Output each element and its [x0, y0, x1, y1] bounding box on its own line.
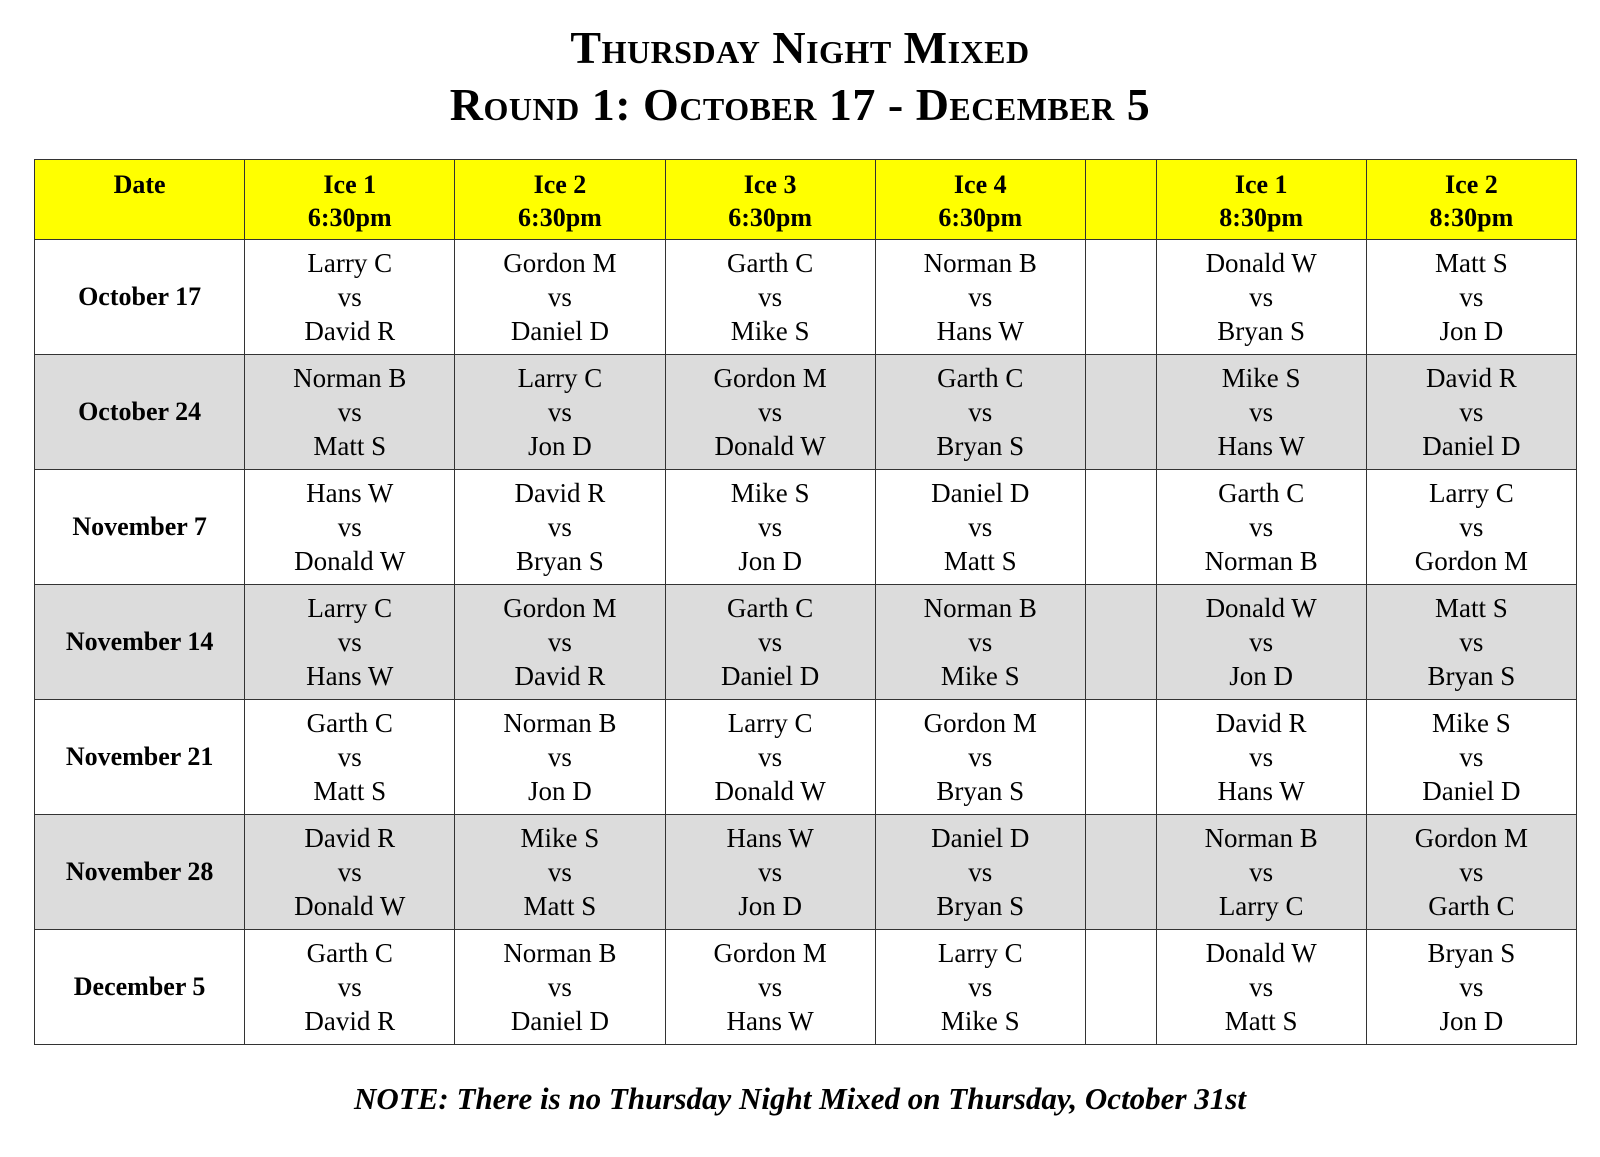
- matchup-cell: [245, 240, 455, 355]
- header-ice-label: Ice 3: [743, 170, 797, 199]
- header-ice-label: Ice 1: [323, 170, 377, 199]
- vs-label: vs: [1459, 397, 1484, 427]
- matchup-cell: [1366, 470, 1576, 585]
- row-date: October 17: [35, 240, 245, 355]
- team-a: Norman B: [293, 363, 407, 393]
- team-b: Hans W: [1217, 431, 1305, 461]
- vs-label: vs: [1249, 742, 1274, 772]
- team-a: Larry C: [727, 708, 813, 738]
- schedule-body: [35, 240, 1577, 1045]
- team-a: Larry C: [1429, 478, 1514, 508]
- team-a: Norman B: [503, 708, 617, 738]
- vs-label: vs: [968, 627, 993, 657]
- team-b: David R: [304, 316, 396, 346]
- vs-label: vs: [758, 627, 783, 657]
- vs-label: vs: [758, 512, 783, 542]
- vs-label: vs: [968, 857, 993, 887]
- matchup-cell: [455, 355, 665, 470]
- matchup-cell: [875, 585, 1085, 700]
- header-ice-label: Ice 1: [1234, 170, 1288, 199]
- team-a: Donald W: [1205, 248, 1317, 278]
- header-time-label: 6:30pm: [518, 203, 602, 232]
- team-b: Garth C: [1428, 891, 1515, 921]
- vs-label: vs: [1249, 397, 1274, 427]
- spacer-cell: [1085, 700, 1156, 815]
- team-a: David R: [1426, 363, 1517, 393]
- vs-label: vs: [337, 397, 362, 427]
- row-date: November 14: [35, 585, 245, 700]
- team-a: Garth C: [306, 938, 393, 968]
- team-a: Gordon M: [503, 248, 617, 278]
- vs-label: vs: [547, 972, 572, 1002]
- vs-label: vs: [758, 857, 783, 887]
- team-b: Daniel D: [1422, 776, 1521, 806]
- matchup-cell: [1366, 240, 1576, 355]
- matchup-cell: [245, 470, 455, 585]
- team-a: Garth C: [726, 248, 814, 278]
- schedule-row: [35, 815, 1577, 930]
- matchup-cell: [875, 240, 1085, 355]
- vs-label: vs: [1459, 282, 1484, 312]
- matchup-cell: [1156, 470, 1366, 585]
- matchup-cell: [245, 355, 455, 470]
- team-a: Garth C: [1218, 478, 1305, 508]
- team-b: Bryan S: [936, 891, 1025, 921]
- matchup-cell: [875, 930, 1085, 1045]
- vs-label: vs: [547, 742, 572, 772]
- team-b: Gordon M: [1414, 546, 1528, 576]
- vs-label: vs: [337, 857, 362, 887]
- team-a: David R: [304, 823, 396, 853]
- row-date: October 24: [35, 355, 245, 470]
- team-b: Hans W: [1217, 776, 1305, 806]
- header-time-label: 6:30pm: [728, 203, 812, 232]
- header-ice-4-early: [875, 160, 1085, 240]
- team-b: Matt S: [1224, 1006, 1298, 1036]
- team-b: David R: [514, 661, 606, 691]
- vs-label: vs: [547, 397, 572, 427]
- header-ice-2-late: [1366, 160, 1576, 240]
- matchup-cell: [1366, 815, 1576, 930]
- team-b: Bryan S: [1217, 316, 1306, 346]
- team-b: Matt S: [523, 891, 597, 921]
- team-b: Donald W: [714, 431, 826, 461]
- vs-label: vs: [1459, 742, 1484, 772]
- team-a: Mike S: [520, 823, 600, 853]
- team-b: Hans W: [936, 316, 1024, 346]
- matchup-cell: [1366, 355, 1576, 470]
- team-b: Matt S: [943, 546, 1017, 576]
- spacer-cell: [1085, 355, 1156, 470]
- vs-label: vs: [1459, 512, 1484, 542]
- matchup-cell: [665, 240, 875, 355]
- matchup-cell: [455, 470, 665, 585]
- schedule-note: NOTE: There is no Thursday Night Mixed on Thursday, October 31st: [354, 1081, 1246, 1116]
- header-ice-label: Ice 2: [1445, 170, 1498, 199]
- team-b: Jon D: [1439, 1006, 1504, 1036]
- team-b: Jon D: [1229, 661, 1294, 691]
- matchup-cell: [665, 355, 875, 470]
- matchup-cell: [1156, 930, 1366, 1045]
- team-b: Mike S: [730, 316, 810, 346]
- team-a: Gordon M: [923, 708, 1037, 738]
- header-ice-label: Ice 2: [533, 170, 587, 199]
- team-a: Gordon M: [1414, 823, 1528, 853]
- team-b: Jon D: [528, 776, 592, 806]
- team-b: Jon D: [528, 431, 592, 461]
- header-spacer: [1085, 160, 1156, 240]
- team-a: Matt S: [1435, 593, 1508, 623]
- vs-label: vs: [337, 282, 362, 312]
- team-a: Gordon M: [713, 363, 827, 393]
- vs-label: vs: [968, 742, 993, 772]
- team-b: Matt S: [313, 776, 387, 806]
- vs-label: vs: [337, 512, 362, 542]
- team-b: Matt S: [313, 431, 387, 461]
- spacer-cell: [1085, 585, 1156, 700]
- matchup-cell: [455, 815, 665, 930]
- team-b: Hans W: [726, 1006, 814, 1036]
- matchup-cell: [665, 815, 875, 930]
- row-date: November 21: [35, 700, 245, 815]
- vs-label: vs: [758, 742, 783, 772]
- row-date: November 7: [35, 470, 245, 585]
- team-a: Garth C: [726, 593, 814, 623]
- vs-label: vs: [758, 972, 783, 1002]
- matchup-cell: [1366, 585, 1576, 700]
- matchup-cell: [665, 930, 875, 1045]
- matchup-cell: [245, 930, 455, 1045]
- team-a: Larry C: [307, 593, 393, 623]
- team-b: Larry C: [1218, 891, 1304, 921]
- vs-label: vs: [337, 627, 362, 657]
- vs-label: vs: [547, 857, 572, 887]
- matchup-cell: [875, 700, 1085, 815]
- header-date: [35, 160, 245, 240]
- vs-label: vs: [547, 282, 572, 312]
- vs-label: vs: [547, 627, 572, 657]
- team-b: Mike S: [940, 1006, 1020, 1036]
- team-a: Daniel D: [931, 823, 1030, 853]
- team-b: Bryan S: [1427, 661, 1516, 691]
- team-b: Daniel D: [1422, 431, 1521, 461]
- vs-label: vs: [1249, 282, 1274, 312]
- vs-label: vs: [1459, 857, 1484, 887]
- team-a: Garth C: [306, 708, 393, 738]
- matchup-cell: [1366, 700, 1576, 815]
- header-ice-label: Ice 4: [953, 170, 1007, 199]
- vs-label: vs: [968, 972, 993, 1002]
- team-a: David R: [514, 478, 606, 508]
- schedule-table: [34, 159, 1577, 1045]
- matchup-cell: [245, 585, 455, 700]
- header-ice-2-early: [455, 160, 665, 240]
- spacer-cell: [1085, 240, 1156, 355]
- team-a: Matt S: [1435, 248, 1508, 278]
- team-a: Mike S: [730, 478, 810, 508]
- matchup-cell: [665, 585, 875, 700]
- matchup-cell: [1156, 585, 1366, 700]
- team-a: Bryan S: [1427, 938, 1516, 968]
- team-b: Donald W: [714, 776, 826, 806]
- vs-label: vs: [1249, 627, 1274, 657]
- vs-label: vs: [1249, 972, 1274, 1002]
- matchup-cell: [1156, 355, 1366, 470]
- matchup-cell: [1156, 700, 1366, 815]
- team-a: Larry C: [937, 938, 1023, 968]
- matchup-cell: [1156, 240, 1366, 355]
- schedule-title: Thursday Night Mixed: [570, 22, 1030, 73]
- team-a: Larry C: [307, 248, 393, 278]
- schedule-row: [35, 240, 1577, 355]
- header-time-label: 6:30pm: [307, 203, 392, 232]
- team-a: Donald W: [1205, 593, 1317, 623]
- row-date: November 28: [35, 815, 245, 930]
- row-date: December 5: [35, 930, 245, 1045]
- team-b: Daniel D: [510, 1006, 610, 1036]
- team-a: Daniel D: [931, 478, 1030, 508]
- vs-label: vs: [968, 512, 993, 542]
- matchup-cell: [455, 585, 665, 700]
- team-b: Bryan S: [936, 776, 1025, 806]
- team-b: Bryan S: [516, 546, 604, 576]
- matchup-cell: [455, 930, 665, 1045]
- schedule-row: [35, 355, 1577, 470]
- team-a: Norman B: [923, 593, 1037, 623]
- header-date-label: Date: [113, 170, 166, 199]
- matchup-cell: [245, 815, 455, 930]
- schedule-row: [35, 470, 1577, 585]
- header-row: [35, 160, 1577, 240]
- schedule-row: [35, 930, 1577, 1045]
- vs-label: vs: [547, 512, 572, 542]
- team-a: Donald W: [1205, 938, 1317, 968]
- schedule-row: [35, 585, 1577, 700]
- matchup-cell: [1366, 930, 1576, 1045]
- team-a: Hans W: [306, 478, 394, 508]
- matchup-cell: [665, 700, 875, 815]
- team-a: Larry C: [517, 363, 603, 393]
- team-a: Mike S: [1432, 708, 1511, 738]
- spacer-cell: [1085, 815, 1156, 930]
- vs-label: vs: [337, 742, 362, 772]
- team-a: Norman B: [503, 938, 617, 968]
- team-b: David R: [304, 1006, 396, 1036]
- spacer-cell: [1085, 470, 1156, 585]
- team-a: Norman B: [1204, 823, 1318, 853]
- team-b: Jon D: [738, 891, 802, 921]
- vs-label: vs: [758, 397, 783, 427]
- vs-label: vs: [968, 282, 993, 312]
- vs-label: vs: [1249, 857, 1274, 887]
- matchup-cell: [875, 355, 1085, 470]
- team-a: Mike S: [1221, 363, 1301, 393]
- matchup-cell: [245, 700, 455, 815]
- team-b: Norman B: [1204, 546, 1318, 576]
- team-a: David R: [1215, 708, 1307, 738]
- header-time-label: 6:30pm: [938, 203, 1023, 232]
- matchup-cell: [1156, 815, 1366, 930]
- team-b: Daniel D: [510, 316, 610, 346]
- spacer-cell: [1085, 930, 1156, 1045]
- vs-label: vs: [1459, 627, 1484, 657]
- schedule-subtitle: Round 1: October 17 - December 5: [449, 79, 1151, 130]
- team-b: Mike S: [940, 661, 1020, 691]
- team-a: Norman B: [923, 248, 1037, 278]
- team-b: Donald W: [294, 891, 406, 921]
- matchup-cell: [455, 700, 665, 815]
- vs-label: vs: [758, 282, 783, 312]
- matchup-cell: [665, 470, 875, 585]
- team-a: Gordon M: [503, 593, 617, 623]
- header-ice-1-early: [245, 160, 455, 240]
- team-b: Jon D: [1439, 316, 1504, 346]
- schedule-row: [35, 700, 1577, 815]
- team-b: Jon D: [738, 546, 802, 576]
- team-a: Gordon M: [713, 938, 827, 968]
- header-time-label: 8:30pm: [1219, 203, 1304, 232]
- vs-label: vs: [337, 972, 362, 1002]
- team-b: Hans W: [306, 661, 394, 691]
- header-ice-1-late: [1156, 160, 1366, 240]
- matchup-cell: [455, 240, 665, 355]
- matchup-cell: [875, 815, 1085, 930]
- header-ice-3-early: [665, 160, 875, 240]
- vs-label: vs: [1249, 512, 1274, 542]
- team-b: Bryan S: [936, 431, 1025, 461]
- team-b: Donald W: [294, 546, 406, 576]
- matchup-cell: [875, 470, 1085, 585]
- vs-label: vs: [1459, 972, 1484, 1002]
- vs-label: vs: [968, 397, 993, 427]
- team-a: Garth C: [937, 363, 1024, 393]
- team-b: Daniel D: [720, 661, 820, 691]
- team-a: Hans W: [726, 823, 814, 853]
- header-time-label: 8:30pm: [1429, 203, 1514, 232]
